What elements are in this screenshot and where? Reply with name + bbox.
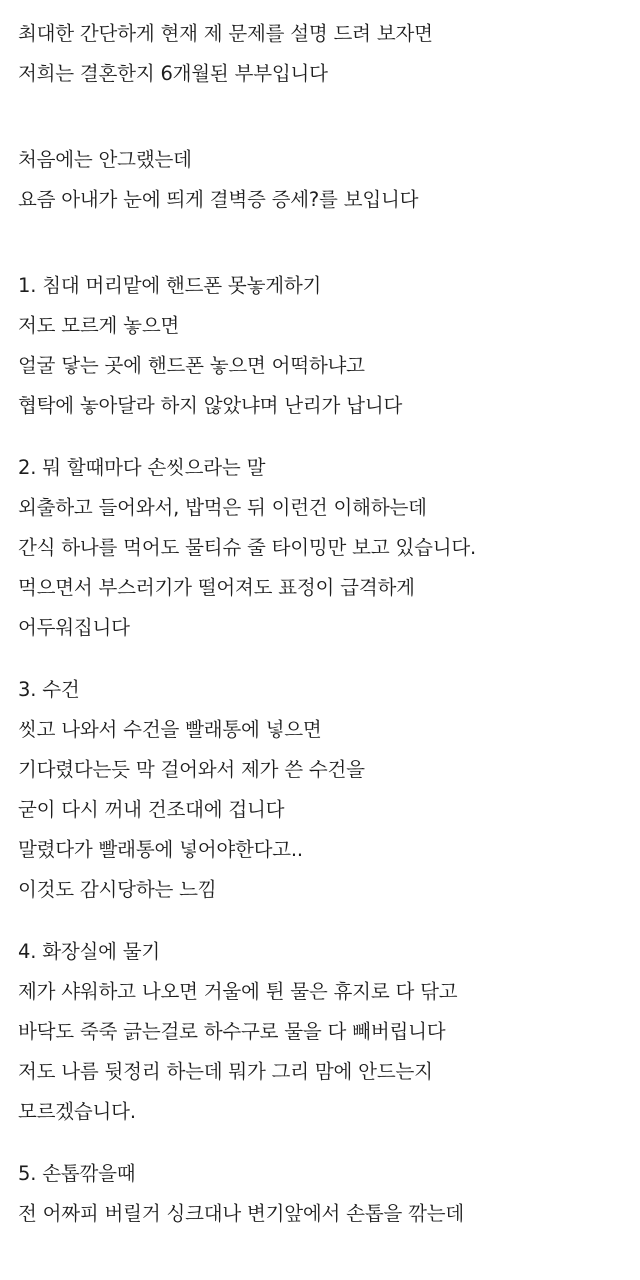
paragraph-spacer <box>18 648 622 670</box>
paragraph-item-4 <box>18 932 622 1132</box>
text-line: 말렸다가 빨래통에 넣어야한다고.. <box>18 838 303 861</box>
text-line: 외출하고 들어와서, 밥먹은 뒤 이런건 이해하는데 <box>18 496 427 519</box>
paragraph-background <box>18 140 622 220</box>
text-line: 모르겠습니다. <box>18 1100 136 1123</box>
paragraph-item-5 <box>18 1154 622 1234</box>
text-line: 먹으면서 부스러기가 떨어져도 표정이 급격하게 <box>18 576 415 599</box>
paragraph-spacer <box>18 426 622 448</box>
paragraph-item-3 <box>18 670 622 910</box>
text-line: 바닥도 죽죽 긁는걸로 하수구로 물을 다 빼버립니다 <box>18 1020 446 1043</box>
text-line: 어두워집니다 <box>18 616 130 639</box>
text-line: 5. 손톱깎을때 <box>18 1162 136 1185</box>
text-line: 협탁에 놓아달라 하지 않았냐며 난리가 납니다 <box>18 394 403 417</box>
text-line: 처음에는 안그랬는데 <box>18 148 192 171</box>
text-line: 4. 화장실에 물기 <box>18 940 161 963</box>
text-line: 최대한 간단하게 현재 제 문제를 설명 드려 보자면 <box>18 22 433 45</box>
text-line: 씻고 나와서 수건을 빨래통에 넣으면 <box>18 718 322 741</box>
text-line: 기다렸다는듯 막 걸어와서 제가 쓴 수건을 <box>18 758 365 781</box>
paragraph-item-2 <box>18 448 622 648</box>
text-line: 저도 나름 뒷정리 하는데 뭐가 그리 맘에 안드는지 <box>18 1060 433 1083</box>
paragraph-intro <box>18 14 622 94</box>
paragraph-spacer <box>18 220 622 266</box>
text-line: 요즘 아내가 눈에 띄게 결벽증 증세?를 보입니다 <box>18 188 419 211</box>
text-line: 3. 수건 <box>18 678 80 701</box>
text-line: 굳이 다시 꺼내 건조대에 겁니다 <box>18 798 285 821</box>
paragraph-spacer <box>18 1132 622 1154</box>
paragraph-spacer <box>18 94 622 140</box>
paragraph-spacer <box>18 910 622 932</box>
text-line: 이것도 감시당하는 느낌 <box>18 878 217 901</box>
paragraph-item-1 <box>18 266 622 426</box>
text-line: 얼굴 닿는 곳에 핸드폰 놓으면 어떡하냐고 <box>18 354 365 377</box>
text-line: 저도 모르게 놓으면 <box>18 314 180 337</box>
text-line: 2. 뭐 할때마다 손씻으라는 말 <box>18 456 266 479</box>
text-line: 저희는 결혼한지 6개월된 부부입니다 <box>18 62 328 85</box>
text-line: 제가 샤워하고 나오면 거울에 튄 물은 휴지로 다 닦고 <box>18 980 458 1003</box>
text-line: 간식 하나를 먹어도 물티슈 줄 타이밍만 보고 있습니다. <box>18 536 477 559</box>
text-line: 전 어짜피 버릴거 싱크대나 변기앞에서 손톱을 깎는데 <box>18 1202 465 1225</box>
text-line: 1. 침대 머리맡에 핸드폰 못놓게하기 <box>18 274 322 297</box>
